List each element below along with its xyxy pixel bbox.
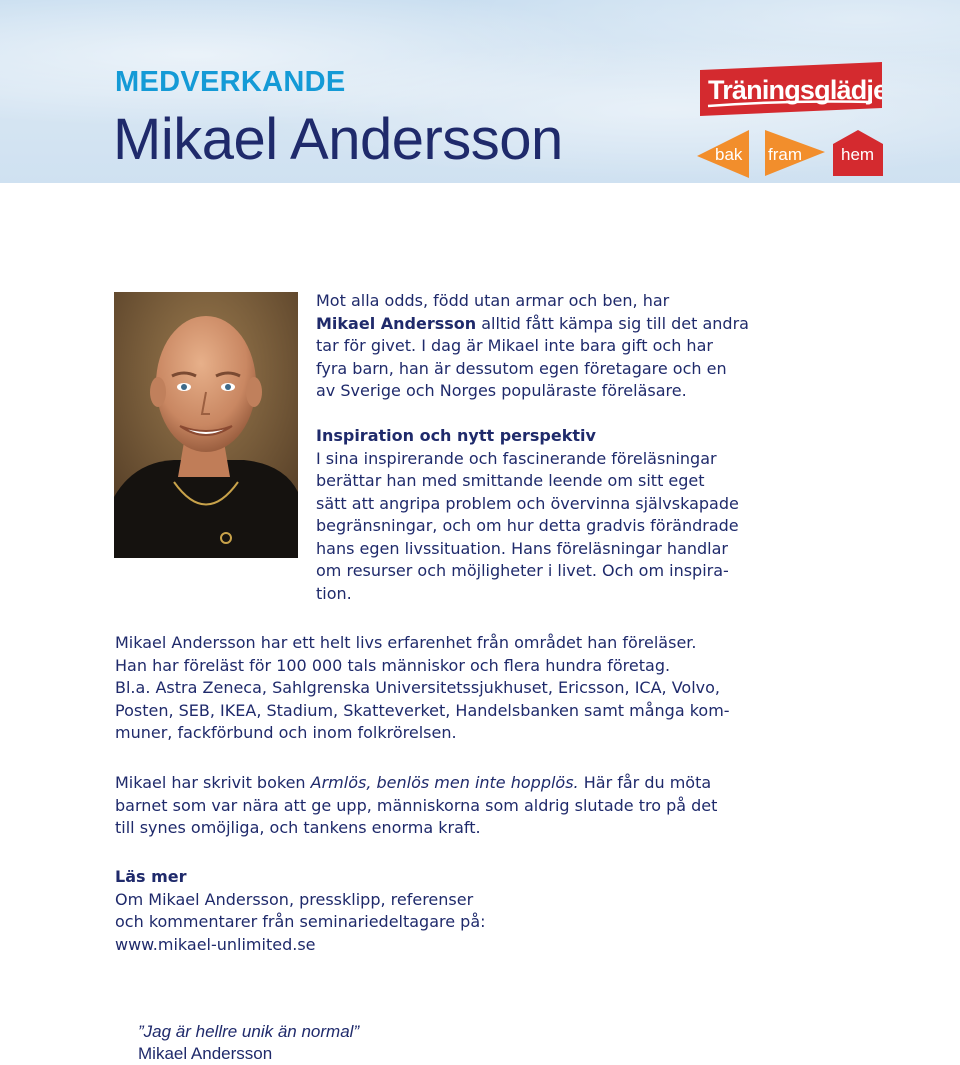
paragraph-line: till synes omöjliga, och tankens enorma kraft.	[115, 818, 481, 837]
portrait-image	[114, 292, 298, 558]
forward-button[interactable]	[765, 130, 825, 176]
section-line: begränsningar, och om hur detta gradvis förändrade	[316, 516, 739, 535]
section-line: sätt att angripa problem och övervinna självskapade	[316, 493, 739, 513]
intro-line: Mot alla odds, född utan armar och ben, har	[316, 291, 670, 310]
home-button-label: hem	[841, 145, 875, 164]
intro-line: fyra barn, han är dessutom egen företagare och en	[316, 358, 727, 378]
read-more-section	[115, 866, 755, 956]
section-line: berättar han med smittande leende om sitt eget	[316, 471, 705, 490]
paragraph-line: barnet som var nära att ge upp, människorna som aldrig slutade tro på det	[115, 795, 718, 815]
intro-name: Mikael Andersson	[316, 313, 477, 333]
section-kicker: MEDVERKANDE	[115, 66, 346, 98]
intro-paragraph	[316, 290, 756, 403]
intro-line	[316, 313, 756, 336]
home-button[interactable]	[833, 130, 883, 176]
read-more-line: Om Mikael Andersson, pressklipp, referenser	[115, 889, 474, 909]
book-title: Armlös, benlös men inte hopplös.	[310, 773, 579, 792]
read-more-heading: Läs mer	[115, 867, 187, 886]
logo-text: Träningsglädje	[708, 75, 882, 105]
logo-banner-icon	[700, 62, 882, 116]
paragraph-line: muner, fackförbund och inom folkrörelsen.	[115, 723, 457, 742]
section-line: tion.	[316, 583, 352, 603]
paragraph-line: Bl.a. Astra Zeneca, Sahlgrenska Universitetssjukhuset, Ericsson, ICA, Volvo,	[115, 678, 720, 697]
portrait-photo	[114, 292, 298, 558]
paragraph-line: Posten, SEB, IKEA, Stadium, Skatteverket, Handelsbanken samt många kom-	[115, 700, 730, 720]
intro-line: tar för givet. I dag är Mikael inte bara gift och har	[316, 336, 713, 355]
inspiration-section	[316, 425, 761, 605]
section-line: I sina inspirerande och fascinerande föreläsningar	[316, 448, 717, 468]
experience-paragraph	[115, 632, 755, 745]
quote-text: ”Jag är hellre unik än normal”	[138, 1022, 360, 1041]
page-title: Mikael Andersson	[113, 107, 563, 172]
forward-button-label: fram	[768, 145, 802, 164]
section-heading: Inspiration och nytt perspektiv	[316, 426, 596, 445]
back-button-label: bak	[715, 145, 743, 164]
quote-author: Mikael Andersson	[138, 1044, 273, 1063]
paragraph-line: Mikael Andersson har ett helt livs erfarenhet från området han föreläser.	[115, 633, 697, 652]
section-line: hans egen livssituation. Hans föreläsningar handlar	[316, 538, 728, 558]
section-line: om resurser och möjligheter i livet. Och om inspira-	[316, 561, 729, 580]
intro-line: av Sverige och Norges populäraste föreläsare.	[316, 381, 687, 400]
logo	[700, 62, 882, 116]
book-intro: Mikael har skrivit boken	[115, 773, 311, 792]
intro-line-rest: alltid fått kämpa sig till det andra	[476, 313, 749, 333]
book-paragraph	[115, 772, 755, 840]
paragraph-line: Han har föreläst för 100 000 tals människor och flera hundra företag.	[115, 655, 671, 675]
read-more-line: och kommentarer från seminariedeltagare på:	[115, 912, 486, 931]
page-header	[0, 0, 960, 183]
book-after: Här får du möta	[578, 773, 712, 792]
quote-block	[138, 1021, 538, 1065]
back-button[interactable]	[697, 130, 749, 178]
paragraph-line	[115, 772, 755, 795]
website-link[interactable]: www.mikael-unlimited.se	[115, 934, 316, 954]
